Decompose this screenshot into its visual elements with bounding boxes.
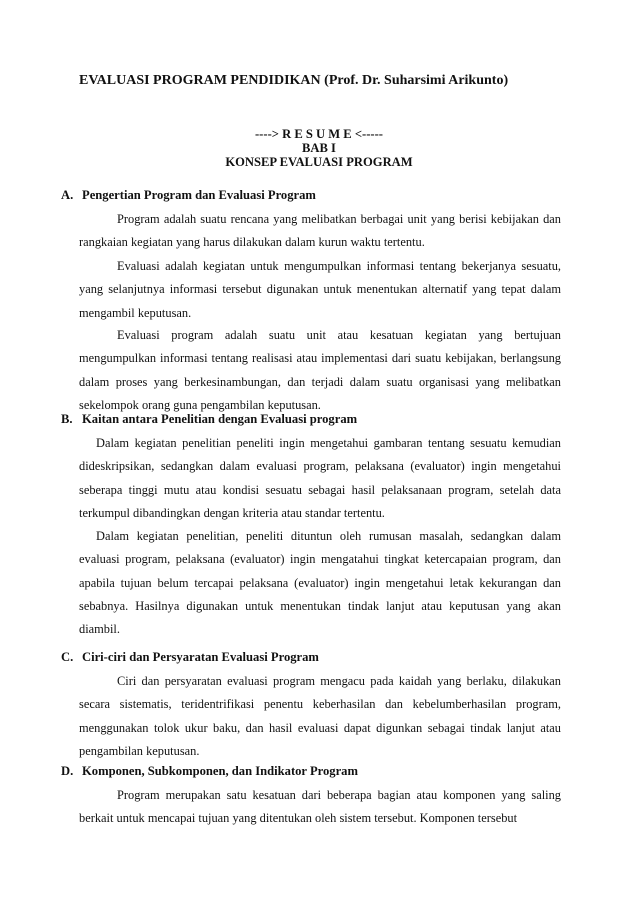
section-heading-text: Ciri-ciri dan Persyaratan Evaluasi Program <box>82 650 319 664</box>
section-b-paragraph-2: Dalam kegiatan penelitian, peneliti dituntun oleh rumusan masalah, sedangkan dalam evaluasi program, pelaksana (evaluator) ingin mengatahui tingkat ketercapaian program, dan apabila tujuan belum tercapai pelaksana (evaluator) ingin mengetahui letak kekurangan dan sebabnya. Hasilnya digunakan untuk menentukan tindak lanjut atau keputusan yang akan diambil. <box>79 529 561 637</box>
section-c-paragraph-1: Ciri dan persyaratan evaluasi program mengacu pada kaidah yang berlaku, dilakukan secara sistematis, teridentrifikasi penentu keberhasilan dan kebelumberhasilan program, menggunakan tolok ukur baku, dan hasil evaluasi dapat digunkan sebagai tindak lanjut atau pengambilan keputusan. <box>79 674 561 758</box>
section-letter: C. <box>61 650 74 664</box>
section-heading-text: Kaitan antara Penelitian dengan Evaluasi program <box>82 412 358 426</box>
section-letter: D. <box>61 764 74 778</box>
resume-label: ----> R E S U M E <----- <box>254 127 384 141</box>
section-d-heading <box>61 764 358 779</box>
section-b-heading <box>61 412 357 427</box>
section-letter: B. <box>61 412 73 426</box>
chapter-title: KONSEP EVALUASI PROGRAM <box>225 155 413 169</box>
section-a-paragraph-3: Evaluasi program adalah suatu unit atau kesatuan kegiatan yang bertujuan mengumpulkan informasi tentang realisasi atau implementasi dari suatu kebijakan, berlangsung dalam proses yang berkesinambungan, dan terjadi dalam suatu organisasi yang melibatkan sekelompok orang guna pengambilan keputusan. <box>79 328 561 412</box>
section-heading-text: Komponen, Subkomponen, dan Indikator Program <box>82 764 358 778</box>
section-a-paragraph-1: Program adalah suatu rencana yang melibatkan berbagai unit yang berisi kebijakan dan rangkaian kegiatan yang harus dilakukan dalam kurun waktu tertentu. <box>79 212 561 250</box>
section-letter: A. <box>61 188 74 202</box>
section-a-paragraph-2: Evaluasi adalah kegiatan untuk mengumpulkan informasi tentang bekerjanya sesuatu, yang selanjutnya informasi tersebut digunakan untuk menentukan alternatif yang tepat dalam mengambil keputusan. <box>79 259 561 320</box>
section-d-paragraph-1: Program merupakan satu kesatuan dari beberapa bagian atau komponen yang saling berkait untuk mencapai tujuan yang ditentukan oleh sistem tersebut. Komponen tersebut <box>79 788 561 826</box>
chapter-number: BAB I <box>302 141 336 155</box>
document-title: EVALUASI PROGRAM PENDIDIKAN (Prof. Dr. Suharsimi Arikunto) <box>79 73 509 88</box>
section-b-paragraph-1: Dalam kegiatan penelitian peneliti ingin mengetahui gambaran tentang sesuatu kemudian dideskripsikan, sedangkan dalam evaluasi program, pelaksana (evaluator) ingin mengetahui seberapa tinggi mutu atau kondisi sesuatu sebagai hasil pelaksanaan program, setelah data terkumpul dibandingkan dengan kriteria atau standar tertentu. <box>79 436 561 520</box>
section-c-heading <box>61 650 319 665</box>
section-heading-text: Pengertian Program dan Evaluasi Program <box>82 188 316 202</box>
section-a-heading <box>61 188 316 203</box>
